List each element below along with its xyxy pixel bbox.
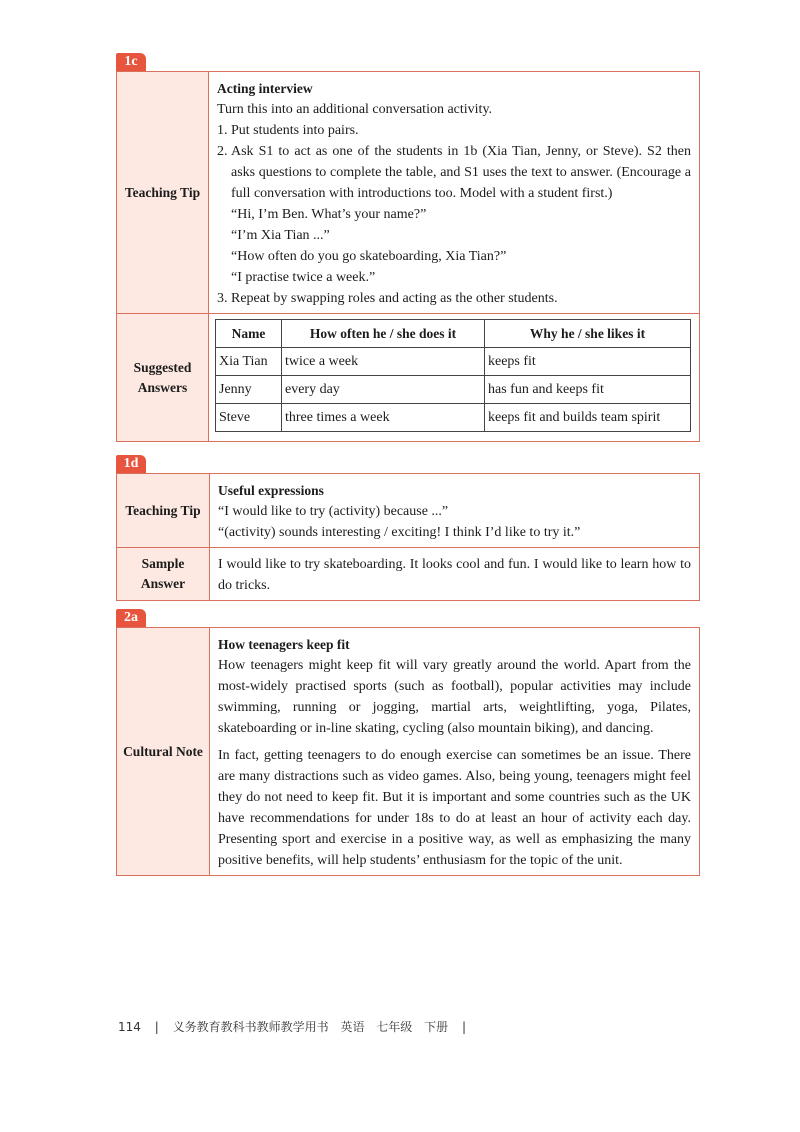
section-table <box>116 473 700 601</box>
page-footer <box>118 1018 476 1035</box>
row-label: Teaching Tip <box>117 474 210 548</box>
sample-answer-text: I would like to try skateboarding. It looks cool and fun. I would like to learn how to do tricks. <box>210 548 700 601</box>
book-title: 义务教育教科书教师教学用书 <box>172 1020 329 1034</box>
column-header: How often he / she does it <box>282 320 485 348</box>
row-label: Teaching Tip <box>117 72 209 314</box>
table-cell: Jenny <box>216 376 282 404</box>
label-line: Answer <box>140 576 186 591</box>
column-header: Why he / she likes it <box>485 320 691 348</box>
row-label <box>117 314 209 442</box>
footer-divider: | <box>461 1020 467 1034</box>
table-row <box>216 348 691 376</box>
table-cell: Steve <box>216 404 282 432</box>
expression-line: “(activity) sounds interesting / exciting! I think I’d like to try it.” <box>218 525 581 540</box>
step-item <box>217 288 691 309</box>
label-line: Sample <box>141 556 185 571</box>
table-cell: has fun and keeps fit <box>485 376 691 404</box>
label-line: Answers <box>137 379 188 395</box>
table-row <box>216 376 691 404</box>
table-cell: keeps fit and builds team spirit <box>485 404 691 432</box>
table-cell: twice a week <box>282 348 485 376</box>
table-header-row <box>216 320 691 348</box>
step-text: Ask S1 to act as one of the students in 1b (Xia Tian, Jenny, or Steve). S2 then asks questions to complete the table, and S1 uses the text to answer. (Encourage a full conversation with introductions too. Model with a student first.) <box>231 144 691 201</box>
step-item <box>217 120 691 141</box>
step-text: Put students into pairs. <box>231 123 359 138</box>
volume: 下册 <box>424 1020 449 1034</box>
step-number: 2. <box>217 144 228 159</box>
section-tag: 1d <box>116 455 146 473</box>
tip-intro: Turn this into an additional conversation activity. <box>217 102 493 117</box>
label-line: Suggested <box>133 359 192 375</box>
dialogue-line: “How often do you go skateboarding, Xia Tian?” <box>231 249 507 264</box>
teaching-tip-content <box>209 72 700 314</box>
table-cell: keeps fit <box>485 348 691 376</box>
grade: 七年级 <box>376 1020 413 1034</box>
dialogue-line: “I’m Xia Tian ...” <box>231 228 330 243</box>
tip-heading: Useful expressions <box>218 483 324 498</box>
cultural-note-content <box>210 628 700 876</box>
table-cell: every day <box>282 376 485 404</box>
note-paragraph: How teenagers might keep fit will vary greatly around the world. Apart from the most-widely practised sports (such as football), popular activities may include swimming, running or jogging, martial arts, weightlifting, yoga, Pilates, skateboarding or in-line skating, cycling (also mountain biking), and dancing. <box>218 658 691 736</box>
row-label <box>117 548 210 601</box>
table-cell: Xia Tian <box>216 348 282 376</box>
section-table <box>116 71 700 442</box>
table-row <box>216 404 691 432</box>
subject: 英语 <box>340 1020 365 1034</box>
expression-line: “I would like to try (activity) because ...” <box>218 504 449 519</box>
dialogue-line: “I practise twice a week.” <box>231 270 376 285</box>
suggested-answers-content <box>209 314 700 442</box>
section-tag: 1c <box>116 53 146 71</box>
section-tag: 2a <box>116 609 146 627</box>
table-cell: three times a week <box>282 404 485 432</box>
teaching-tip-content <box>210 474 700 548</box>
note-heading: How teenagers keep fit <box>218 637 350 652</box>
step-number: 3. <box>217 291 228 306</box>
step-item <box>217 141 691 204</box>
dialogue-line: “Hi, I’m Ben. What’s your name?” <box>231 207 427 222</box>
step-text: Repeat by swapping roles and acting as the other students. <box>231 291 558 306</box>
tip-heading: Acting interview <box>217 81 313 96</box>
footer-divider: | <box>154 1020 159 1034</box>
answers-table <box>215 319 691 432</box>
step-number: 1. <box>217 123 228 138</box>
section-table <box>116 627 700 876</box>
column-header: Name <box>216 320 282 348</box>
row-label: Cultural Note <box>117 628 210 876</box>
note-paragraph: In fact, getting teenagers to do enough exercise can sometimes be an issue. There are many distractions such as video games. Also, being young, teenagers might feel they do not need to keep fit. But it is important and some countries such as the UK have recommendations for under 18s to do at least an hour of activity each day. Presenting sport and exercise in a positive way, as well as emphasizing the many positive benefits, will help students’ enthusiasm for the topic of the unit. <box>218 748 691 868</box>
page-number: 114 <box>118 1020 141 1034</box>
